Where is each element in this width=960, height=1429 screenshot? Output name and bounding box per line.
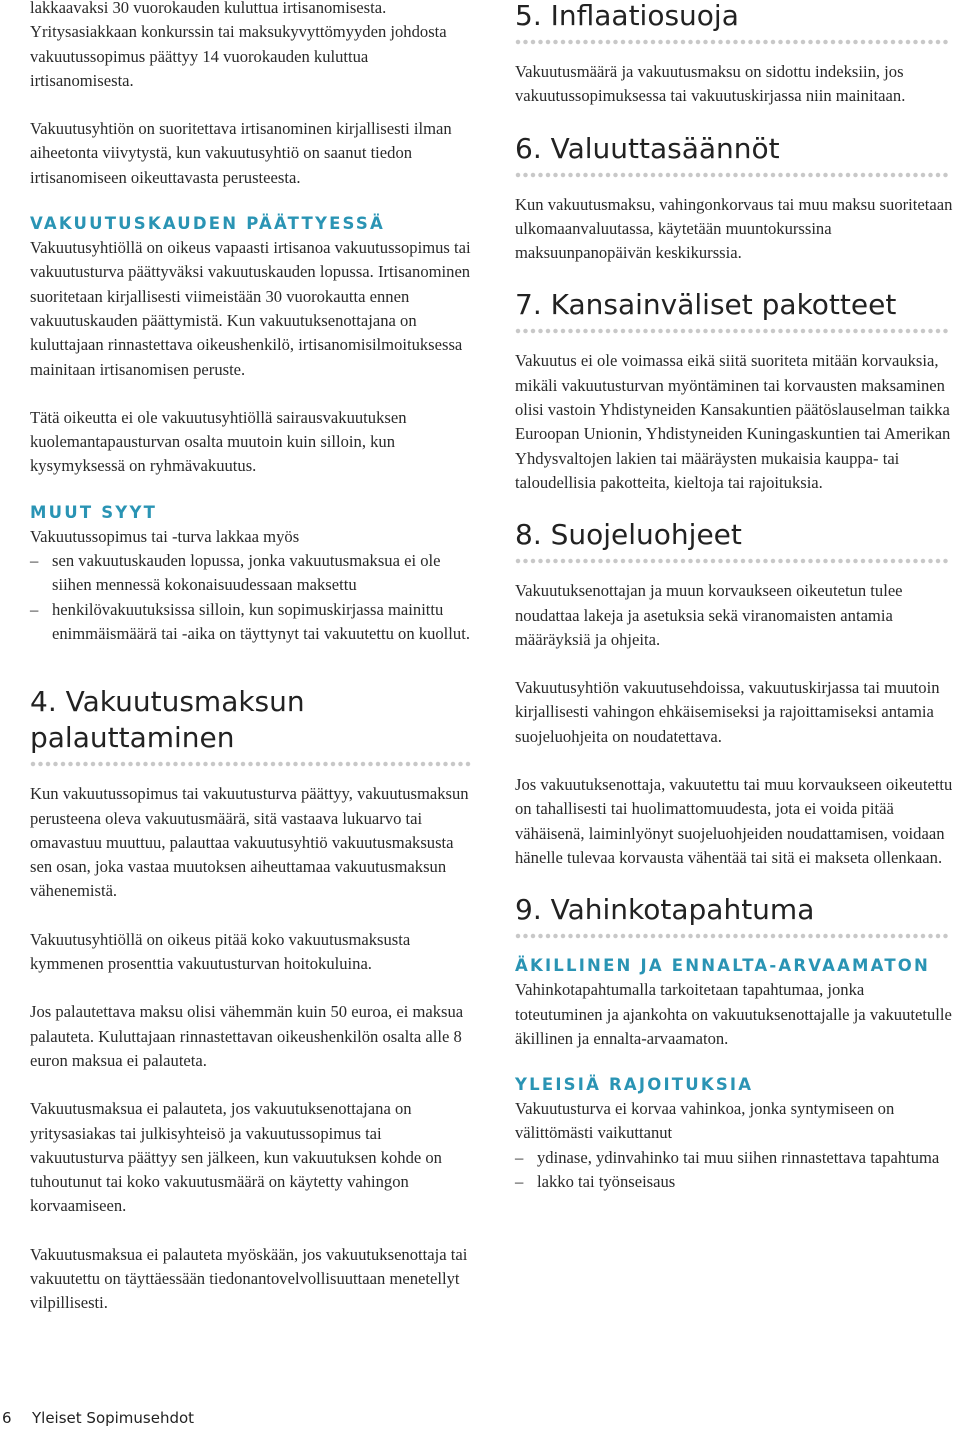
dotted-rule [515,557,955,565]
dotted-rule [515,38,955,46]
paragraph: Vakuutuksenottajan ja muun korvaukseen oikeutetun tulee noudattaa lakeja ja asetuksia sekä viranomaisten antamia määräyksiä ja ohjeita. [515,581,903,649]
section-heading: 5. Inflaatiosuoja [515,0,739,32]
list-item: – sen vakuutuskauden lopussa, jonka vakuutusmaksua ei ole siihen mennessä kokonaisuudessaan maksettu [30,549,475,598]
bullet-list [30,549,475,646]
list-item: – lakko tai työnseisaus [515,1170,955,1194]
subheading: MUUT SYYT [30,502,158,522]
section-heading: palauttaminen [30,721,235,755]
paragraph: Vakuutusmaksua ei palauteta myöskään, jos vakuutuksenottaja tai vakuutettu on täyttäessään tiedonantovelvollisuuttaan menetellyt vilpillisesti. [30,1244,468,1313]
section-heading: 6. Valuuttasäännöt [515,131,780,165]
paragraph: Tätä oikeutta ei ole vakuutusyhtiöllä sairausvakuutuksen kuolemantapausturvan osalta muutoin kuin silloin, kun kysymyksessä on ryhmävakuutus. [30,407,407,476]
document-title: Yleiset Sopimusehdot [32,1409,195,1427]
paragraph: Jos palautettava maksu olisi vähemmän kuin 50 euroa, ei maksua palauteta. Kuluttajaan rinnastettavan oikeushenkilön osalta alle 8 euron maksua ei palauteta. [30,1002,464,1070]
paragraph: Jos vakuutuksenottaja, vakuutettu tai muu korvaukseen oikeutettu on tahallisesti tai huolimattomuudesta, jota ei voida pitää vähäisenä, laiminlyönyt suojeluohjeiden noudattamisen, voidaan hänelle tulevaa korvausta vähentää tai sitä ei makseta ollenkaan. [515,775,953,867]
paragraph: Vakuutusmaksua ei palauteta, jos vakuutuksenottajana on yritysasiakas tai julkisyhteisö ja vakuutussopimus tai vakuutusturva päättyy sen jälkeen, kun vakuutuksen kohde on tuhoutunut tai koko vakuutusmäärä on käytetty vahingon korvaamiseen. [30,1099,442,1216]
bullet-list [515,1146,955,1195]
dotted-rule [515,171,955,179]
dotted-rule [515,932,955,940]
page-number: 6 [2,1409,12,1427]
subheading: VAKUUTUSKAUDEN PÄÄTTYESSÄ [30,214,385,234]
paragraph: Vakuutusyhtiön on suoritettava irtisanominen kirjallisesti ilman aiheetonta viivytystä, kun vakuutusyhtiö on saanut tiedon irtisanomiseen oikeuttavasta perusteesta. [30,119,452,187]
paragraph: Vakuutusmäärä ja vakuutusmaksu on sidottu indeksiin, jos vakuutussopimuksessa tai vakuutuskirjassa niin mainitaan. [515,62,906,106]
paragraph: Vakuutussopimus tai -turva lakkaa myös [30,526,300,546]
paragraph: Vakuutus ei ole voimassa eikä siitä suoriteta mitään korvauksia, mikäli vakuutusturvan myöntäminen tai korvausten maksaminen olisi vastoin Yhdistyneiden Kansakuntien päätöslauselman taikka Euroopan Unionin, Yhdistyneiden Kuningaskuntien tai Amerikan Yhdysvaltojen lakien tai määräysten mukaisia kauppa- tai taloudellisia pakotteita, kieltoja tai rajoituksia. [515,351,951,492]
paragraph: Kun vakuutussopimus tai vakuutusturva päättyy, vakuutusmaksun perusteena oleva vakuutusmäärä, sitä vastaava lukuarvo tai omavastuu muuttuu, palauttaa vakuutusyhtiö vakuutusmaksusta sen osan, joka vastaa muutoksen aiheuttamaa vakuutusmaksun vähenemistä. [30,784,469,901]
left-column [30,0,475,1316]
paragraph: Vakuutusyhtiöllä on oikeus vapaasti irtisanoa vakuutussopimus tai vakuutusturva päättyväksi vakuutuskauden lopussa. Irtisanominen suoritetaan kirjallisesti viimeistään 30 vuorokautta ennen vakuutuskauden päättymistä. Kun vakuutuksenottajana on kuluttajaan rinnastettava oikeushenkilö, irtisanomisilmoituksessa mainitaan irtisanomisen peruste. [30,238,471,379]
section-heading: 7. Kansainväliset pakotteet [515,288,897,322]
paragraph: lakkaavaksi 30 vuorokauden kuluttua irtisanomisesta. Yritysasiakkaan konkurssin tai maksukyvyttömyyden johdosta vakuutussopimus päättyy 14 vuorokauden kuluttua irtisanomisesta. [30,0,447,90]
dotted-rule [515,327,955,335]
paragraph: Vakuutusyhtiön vakuutusehdoissa, vakuutuskirjassa tai muutoin kirjallisesti vahingon ehkäisemiseksi ja rajoittamiseksi antamia suojeluohjeita on noudatettava. [515,678,940,746]
dotted-rule [30,760,475,768]
paragraph: Kun vakuutusmaksu, vahingonkorvaus tai muu maksu suoritetaan ulkomaanvaluutassa, käytetään muuntokurssina maksuunpanopäivän keskikurssia. [515,194,953,263]
paragraph: Vakuutusturva ei korvaa vahinkoa, jonka syntymiseen on välittömästi vaikuttanut [515,1099,895,1143]
paragraph: Vakuutusyhtiöllä on oikeus pitää koko vakuutusmaksusta kymmenen prosenttia vakuutusturvan hoitokuluina. [30,929,411,974]
subheading: YLEISIÄ RAJOITUKSIA [515,1075,754,1095]
section-4-heading [30,684,475,756]
section-heading: 9. Vahinkotapahtuma [515,893,815,927]
list-item: – ydinase, ydinvahinko tai muu siihen rinnastettava tapahtuma [515,1146,955,1170]
right-column [515,0,955,1194]
section-heading: 4. Vakuutusmaksun [30,685,305,719]
list-item: – henkilövakuutuksissa silloin, kun sopimuskirjassa mainittu enimmäismäärä tai -aika on täyttynyt tai vakuutettu on kuollut. [30,598,475,647]
section-heading: 8. Suojeluohjeet [515,518,742,552]
subheading: ÄKILLINEN JA ENNALTA-ARVAAMATON [515,956,931,976]
paragraph: Vahinkotapahtumalla tarkoitetaan tapahtumaa, jonka toteutuminen ja ajankohta on vakuutuksenottajalle ja vakuutetulle äkillinen ja ennalta-arvaamaton. [515,980,952,1048]
